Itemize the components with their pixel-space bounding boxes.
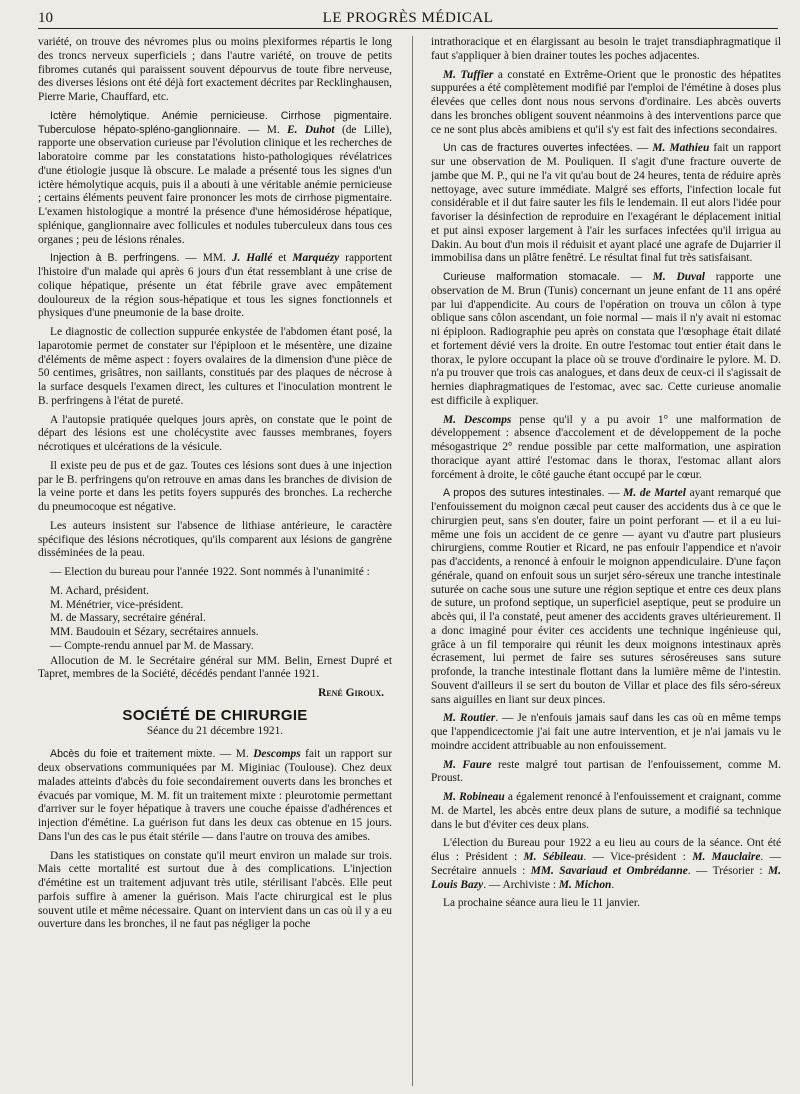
list-item: M. Achard, président. [50,584,150,597]
paragraph-gaz: Il existe peu de pus et de gaz. Toutes ces lésions sont dues à une injection par le B. perfringens qu'on retrouve en amas dans les branches de division de la veine porte et dans les petits foyers suppurés des bronches. La recherche du pneumocoque est négative. [38,459,392,513]
paragraph-bureau-chirurgie: L'élection du Bureau pour 1922 a eu lieu au cours de la séance. Ont été élus : Président : M. Sébileau. — Vice-président : M. Mauclaire. — Secrétaire annuels : MM. Savariaud et Ombrédanne. — Trésorier : M. Louis Bazy. — Archiviste : M. Michon. [431,837,781,891]
paragraph-intrathoracique: intrathoracique et en élargissant au besoin le trajet transdiaphragmatique il faut s'appliquer à bien drainer toutes les poches adjacentes. [431,36,781,62]
author-routier: M. Routier [443,712,496,725]
officer-tresorier: M. Louis Bazy [431,864,781,891]
paragraph-auteurs: Les auteurs insistent sur l'absence de lithiase antérieure, le caractère spécifique des lésions nécrotiques, qu'ils comparent aux lésions de gangrène disséminées de la peau. [38,519,392,560]
paragraph-autopsie: A l'autopsie pratiquée quelques jours après, on constate que le point de départ des lésions est une cholécystite avec fausses membranes, foyers nécrotiques et ulcérations de la vésicule. [38,413,392,453]
list-item: M. Ménétrier, vice-président. [50,598,184,611]
paragraph-faure: M. Faure reste malgré tout partisan de l'enfouissement, comme M. Proust. [431,758,781,785]
paragraph-tuffier: M. Tuffier a constaté en Extrême-Orient que le pronostic des hépatites suppurées a été complètement modifié par l'emploi de l'émétine à doses plus élevées que celles dont nous nous servons d'ordinaire. Les abcès ouverts dans les bronches obligent souvent néanmoins à des interventions parce que ce ne sont plus abcès amibiens et qu'il s'y est fait des infections secondaires. [431,68,781,136]
officer-secretaires: MM. Savariaud et Ombrédanne [530,864,688,877]
author-duval: M. Duval [652,271,705,283]
officer-archiviste: M. Michon [558,878,612,891]
heading-abces: Abcès du foie et traitement mixte. [50,748,216,761]
paragraph-election: — Election du bureau pour l'année 1922. Sont nommés à l'unanimité : [50,566,370,578]
author-robineau: M. Robineau [443,791,505,803]
paragraph-fractures: Un cas de fractures ouvertes infectées. — M. Mathieu fait un rapport sur une observation de M. Pouliquen. Il s'agit d'une fracture ouverte de jambe que M. P., qui ne l'a vit qu'au bout de 24 heures, tenta de réduire après nettoyage, avec suture immédiate. Malgré ses efforts, l'infection locale fut considérable et il dut faire sauter les fils le lendemain. Il eut alors l'idée pour favoriser la désinfection de reproduire en l'exagérant le déplacement initial et put ainsi exposer largement à l'air les surfaces infectées qu'il irrigua au Dakin. Au bout d'un mois il réduisit et ayant placé une agrafe de Dujarrier il immobilisa dans un plâtre fenêtré. Le résultat final fut très satisfaisant. [431,142,781,265]
paragraph-injection: Injection à B. perfringens. — MM. J. Hallé et Marquézy rapportent l'histoire d'un malade qui après 6 jours d'un état ressemblant à une crise de colique hépatique, présente un état fébrile grave avec empâtement douloureux de la région sous-hépatique et tous les signes fonctionnels et physiques d'une pneumonie de la base droite. [38,252,392,320]
section-title: SOCIÉTÉ DE CHIRURGIE [122,706,308,724]
signature: René Giroux. [318,687,384,699]
seance-date: Séance du 21 décembre 1921. [146,724,284,737]
author-de-martel: M. de Martel [623,487,686,500]
heading-fractures: Un cas de fractures ouvertes infectées. [443,142,633,155]
column-divider [412,36,413,1086]
heading-icterus: Ictère hémolytique. Anémie pernicieuse. Cirrhose pigmentaire. Tuberculose hépato-spléno-ganglionnaire. [38,109,392,136]
left-column [38,36,392,1088]
paragraph-neurofibromatose: variété, on trouve des névromes plus ou moins plexiformes répartis le long des troncs nerveux superficiels ; dans l'autre variété, on trouve de petits fibromes cutanés qui paraissent souvent dépourvus de toute fibre nerveuse, des diverses lésions ont été déjà fort exactement décrites par Recklinghausen, Pierre Marie, Chauffard, etc. [38,36,392,103]
paragraph-next-session: La prochaine séance aura lieu le 11 janvier. [443,897,640,910]
paragraph-abces: Abcès du foie et traitement mixte. — M. Descomps fait un rapport sur deux observations communiquées par M. Miginiac (Toulouse). Chez deux malades atteints d'abcès du foie secondairement ouverts dans les bronches et évacués par vomique, M. M. fit un traitement mixte : pleurotomie permettant d'arriver sur le foyer hépatique à travers une couche épaisse d'adhérences et injection d'émétine. La guérison fut dans les deux cas obtenue en 15 jours. Dans l'un des cas le pus était stérile — dans l'autre on trouva des amibes. [38,748,392,843]
bureau-list [38,585,392,654]
heading-injection: Injection à B. perfringens. [50,252,180,265]
list-item: M. de Massary, secrétaire général. [50,612,206,625]
paragraph-allocution: Allocution de M. le Secrétaire général sur MM. Belin, Ernest Dupré et Tapret, membres de la Société, décédés pendant l'année 1921. [38,654,392,681]
paragraph-routier: M. Routier. — Je n'enfouis jamais sauf dans les cas où en même temps que l'appendicectomie j'ai fait une autre intervention, et je n'ai jamais vu le moindre accident attribuable au non enfouissement. [431,712,781,752]
author-descomps-2: M. Descomps [443,413,512,426]
right-column [431,36,781,1088]
heading-sutures: A propos des sutures intestinales. [443,487,605,500]
paragraph-malformation: Curieuse malformation stomacale. — M. Duval rapporte une observation de M. Brun (Tunis) concernant un jeune enfant de 11 ans opéré par lui d'appendicite. Au cours de l'opération on trouva un côlon à type oblique sans côlon ascendant, un foie normal — mais il n'y avait ni estomac ni épiploon. Radiographie peu après on constata que l'œsophage était dilaté et fortement dévié vers la droite. En outre l'estomac tout entier était dans le thorax, le pylore occupant la place où se trouve d'ordinaire le pylore. M. D. n'a pu trouver que trois cas analogues, et dans deux de ceux-ci il s'agissait de hernies diaphragmatiques de l'estomac, avec sac. Cette curieuse anomalie est difficile à expliquer. [431,271,781,407]
paragraph-sutures: A propos des sutures intestinales. — M. de Martel ayant remarqué que l'enfouissement du moignon cæcal peut causer des accidents dus à ce que le chirurgien peut, sans s'en douter, faire un point perforant — et il a eu lui-même une fois un accident de ce genre — ayant vu d'autre part plusieurs chirurgiens, comme Routier et Ricard, ne pas enfouir l'appendice et n'avoir pas d'accidents, a renoncé à enfouir le moignon appendiculaire. D'une façon générale, quand on enfouit sous un surjet séro-séreux une tranche intestinale suturée on cache sous une suture une région septique et entre ces deux plans de suture, un profond septique, un superficiel aseptique, peut se produire un abcès qui, il l'a constaté, peut amener des accidents graves ultérieurement. Il a donc imaginé pour éviter ces accidents une technique ingénieuse qui, grâce à un fil temporaire qui réunit les deux moignons intestinaux après écrasement, lui permet de faire ses sutures séroséreuses sans suture profonde, la tranche intestinale flottant dans la lumière même de l'intestin. Souvent d'ailleurs il se sert du bouton de Villar et place des fils séro-séreux sans aiguilles en liant sur deux pinces. [431,487,781,706]
officer-president: M. Sébileau [523,851,584,863]
officer-vice-president: M. Mauclaire [692,851,761,863]
heading-malformation: Curieuse malformation stomacale. [443,271,620,283]
paragraph-descomps: M. Descomps pense qu'il y a pu avoir 1° une malformation de développement : absence d'accolement et de développement de la poche mésogastrique 2° rendue possible par cette malformation, une aspiration thoracique ayant attiré l'estomac dans le thorax, l'estomac allant alors forcément à droite, le côté gauche étant occupé par le cœur. [431,413,781,481]
page-number: 10 [38,10,53,26]
author-faure: M. Faure [443,758,492,771]
author-descomps: Descomps [253,748,301,761]
author-mathieu: M. Mathieu [652,142,710,155]
page-header [38,6,778,29]
paragraph-statistiques: Dans les statistiques on constate qu'il meurt environ un malade sur trois. Mais cette mortalité est surtout due à des complications. L'injection d'émétine est un traitement adjuvant très utile, stérilisant l'abcès. Elle peut parfois suffire à amener la guérison. Mais l'acte chirurgical est le plus souvent utile et même nécessaire. Quant on intervient dans un cas où il y a eu ouverture dans les bronches, il ne faut pas négliger la poche [38,849,392,931]
author-tuffier: M. Tuffier [443,68,494,81]
paragraph-robineau: M. Robineau a également renoncé à l'enfouissement et craignant, comme M. de Martel, les abcès entre deux plans de suture, a modifié sa technique dans le but d'éviter ces deux plans. [431,791,781,831]
author-marquezy: Marquézy [292,252,340,265]
author-halle: J. Hallé [231,252,273,265]
list-item: — Compte-rendu annuel par M. de Massary. [50,639,254,652]
list-item: MM. Baudouin et Sézary, secrétaires annuels. [50,626,259,638]
journal-title: LE PROGRÈS MÉDICAL [322,10,494,26]
author-duhot: E. Duhot [287,123,335,136]
paragraph-diagnostic: Le diagnostic de collection suppurée enkystée de l'abdomen étant posé, la laparotomie permet de constater sur l'épiploon et le mésentère, une dizaine d'éléments de même aspect : foyers ovalaires de la dimension d'une pièce de 50 centimes, grisâtres, non saillants, constitués par des plaques de nécrose à la surface desquels l'examen direct, les cultures et l'inoculation montrent le B. perfringens à l'état de pureté. [38,326,392,407]
paragraph-icterus: Ictère hémolytique. Anémie pernicieuse. Cirrhose pigmentaire. Tuberculose hépato-spléno-ganglionnaire. — M. E. Duhot (de Lille), rapporte une observation curieuse par l'évolution clinique et les recherches de laboratoire comme par les constatations histo-pathologiques révélatrices d'une étiologie jusque là obscure. Le malade a présenté tous les signes d'un ictère hémolytique acquis, puis il a abouti à une véritable anémie pernicieuse ; certains éléments peuvent faire prononcer les mots de cirrhose pigmentaire. L'examen histologique a montré la présence d'une hémosidérose hépatique, splénique, ganglionnaire avec follicules et nodules tuberculeux dans tous ces organes ; peu de lésions rénales. [38,109,392,246]
